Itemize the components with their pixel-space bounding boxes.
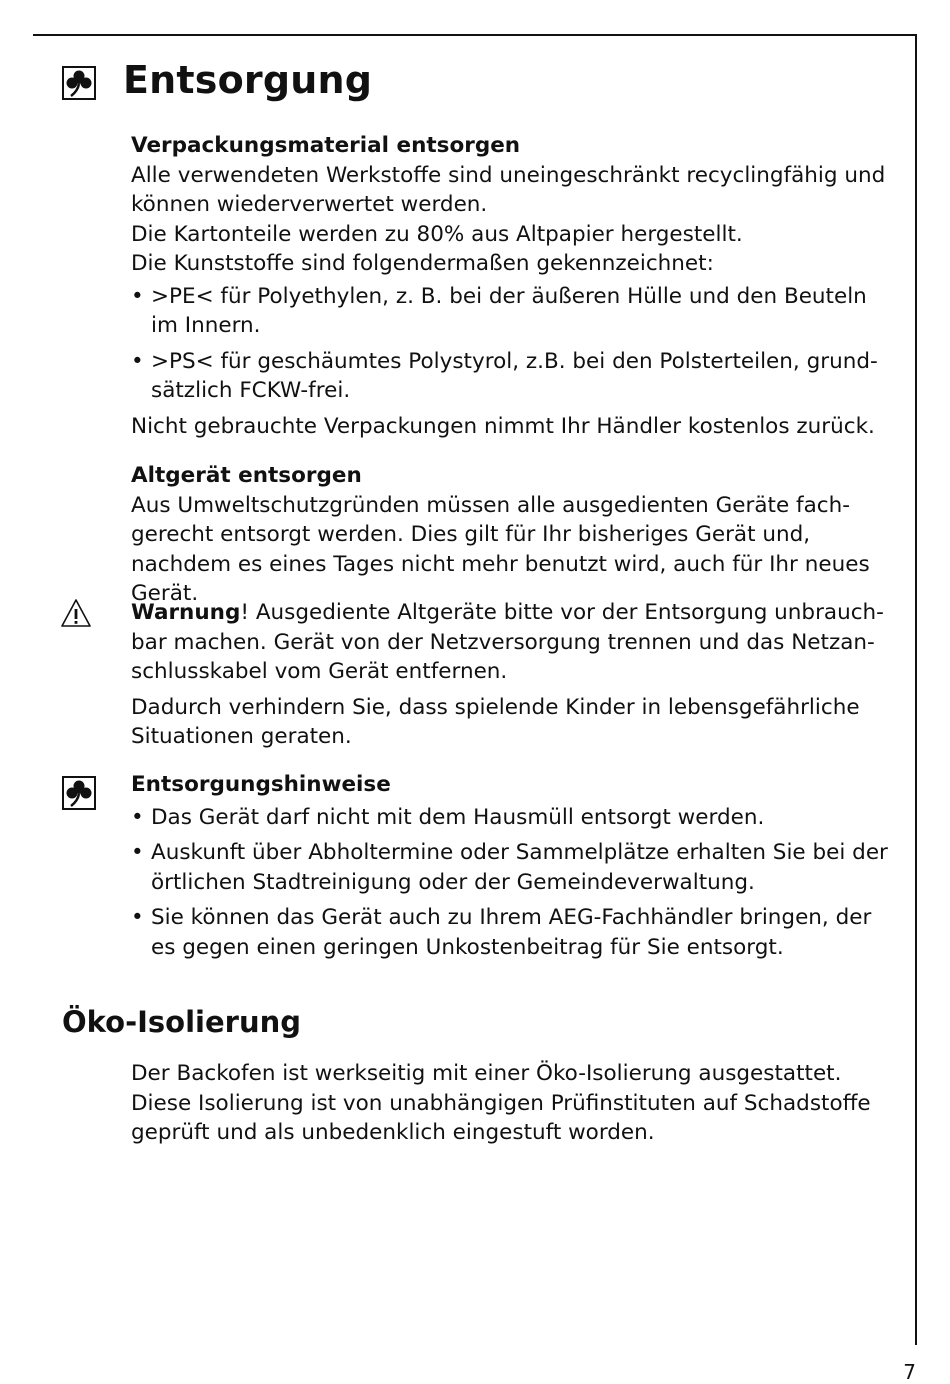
packaging-closing: Nicht gebrauchte Verpackungen nimmt Ihr Händler kostenlos zurück. (131, 413, 875, 439)
disposal-notes-heading: Entsorgungshinweise (131, 772, 391, 797)
warning-body: ! Ausgediente Altgeräte bitte vor der Entsorgung unbrauchbar machen. Gerät von der Netzversorgung trennen und das Netzanschlusskabel vom Gerät entfernen. (131, 600, 884, 684)
warning-triangle-icon (60, 598, 92, 628)
packaging-block (131, 131, 891, 441)
list-item: • >PS< für geschäumtes Polystyrol, z.B. bei den Polsterteilen, grundsätzlich FCKW-frei. (131, 347, 891, 406)
packaging-heading: Verpackungsmaterial entsorgen (131, 133, 521, 158)
page-number: 7 (903, 1360, 916, 1384)
warning-label: Warnung (131, 600, 241, 625)
warning-followup: Dadurch verhindern Sie, dass spielende Kinder in lebensgefährliche Situationen geraten. (131, 694, 860, 749)
disposal-notes-list (131, 803, 891, 963)
section-title-oeko-isolierung: Öko-Isolierung (62, 1005, 301, 1039)
list-item: • >PE< für Polyethylen, z. B. bei der äußeren Hülle und den Beuteln im Innern. (131, 282, 891, 341)
clover-icon (62, 776, 96, 810)
list-item: • Sie können das Gerät auch zu Ihrem AEG-Fachhändler bringen, der es gegen einen geringen Unkostenbeitrag für Sie entsorgt. (131, 903, 891, 962)
old-device-text: Aus Umweltschutzgründen müssen alle ausgedienten Geräte fachgerecht entsorgt werden. Dies gilt für Ihr bisheriges Gerät und, nachdem es eines Tages nicht mehr benutzt wird, auch für Ihr neues Gerät. (131, 492, 870, 606)
warning-text (131, 598, 891, 687)
packaging-text-3: Die Kunststoffe sind folgendermaßen gekennzeichnet: (131, 251, 714, 276)
right-rule (915, 34, 917, 1345)
clover-icon (62, 66, 96, 100)
section-title-entsorgung: Entsorgung (123, 58, 373, 102)
insulation-block (131, 1059, 891, 1148)
insulation-text: Der Backofen ist werkseitig mit einer Öko-Isolierung ausgestattet. Diese Isolierung ist von unabhängigen Prüfinstituten auf Schadstoffe geprüft und als unbedenklich eingestuft worden. (131, 1061, 871, 1145)
warning-block (131, 598, 891, 752)
disposal-notes-block (131, 770, 891, 962)
old-device-block (131, 461, 891, 609)
packaging-text-2: Die Kartonteile werden zu 80% aus Altpapier hergestellt. (131, 221, 743, 247)
packaging-text-1: Alle verwendeten Werkstoffe sind uneingeschränkt recyclingfähig und können wiederverwertet werden. (131, 162, 886, 217)
packaging-bullet-list (131, 282, 891, 406)
list-item: • Das Gerät darf nicht mit dem Hausmüll entsorgt werden. (131, 803, 891, 833)
old-device-heading: Altgerät entsorgen (131, 463, 362, 488)
list-item: • Auskunft über Abholtermine oder Sammelplätze erhalten Sie bei der örtlichen Stadtreinigung oder der Gemeindeverwaltung. (131, 838, 891, 897)
top-rule (33, 34, 917, 36)
